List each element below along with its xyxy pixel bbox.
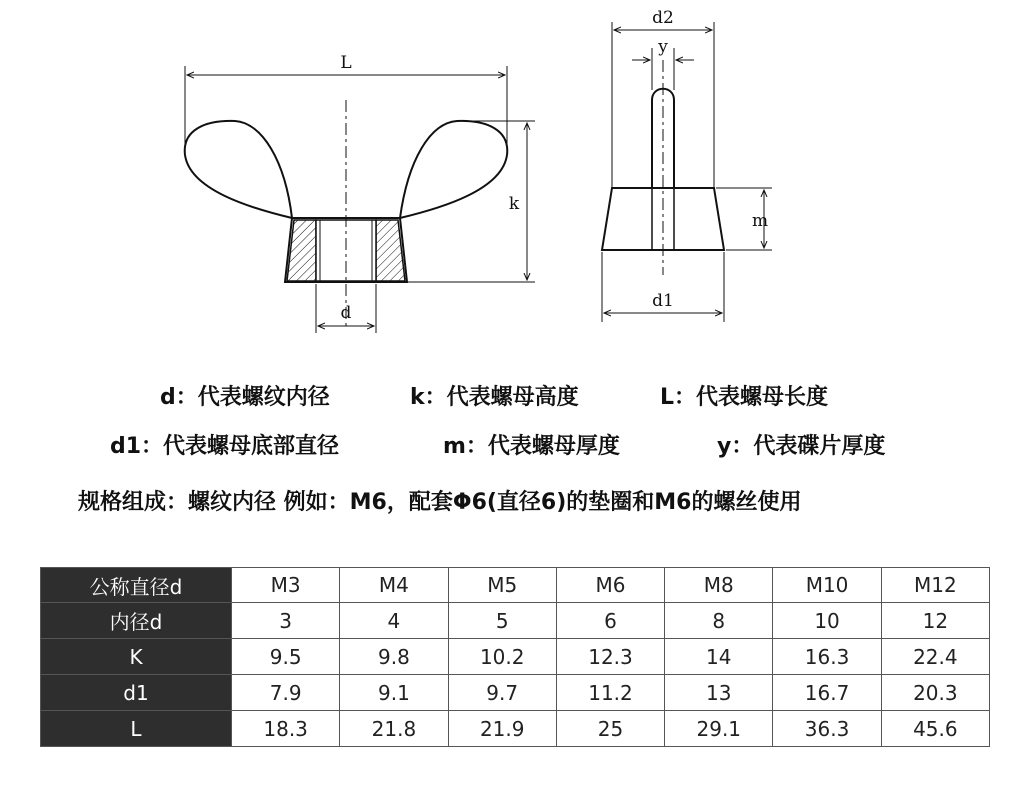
row-header: K xyxy=(41,639,232,675)
table-cell: 22.4 xyxy=(881,639,989,675)
table-cell: M10 xyxy=(773,568,881,603)
row-header: d1 xyxy=(41,675,232,711)
row-header: 公称直径d xyxy=(41,568,232,603)
table-cell: M4 xyxy=(340,568,448,603)
table-cell: 7.9 xyxy=(232,675,340,711)
table-row xyxy=(41,711,990,747)
legend-row-1 xyxy=(0,380,1024,410)
table-cell: 10 xyxy=(773,603,881,639)
table-cell: 6 xyxy=(556,603,664,639)
right-wing xyxy=(400,121,507,218)
dim-label-d1: d1 xyxy=(652,291,674,311)
table-cell: 14 xyxy=(665,639,773,675)
table-cell: 20.3 xyxy=(881,675,989,711)
dim-label-m: m xyxy=(751,211,769,231)
legend-d1: d1：代表螺母底部直径 xyxy=(110,434,340,459)
dim-label-d2: d2 xyxy=(652,8,674,28)
dim-label-L: L xyxy=(340,53,352,73)
table-cell: 16.7 xyxy=(773,675,881,711)
legend-y: y：代表碟片厚度 xyxy=(717,434,886,459)
dim-label-d: d xyxy=(340,303,352,323)
table-row xyxy=(41,603,990,639)
table-cell: 18.3 xyxy=(232,711,340,747)
table-row xyxy=(41,568,990,603)
table-cell: 45.6 xyxy=(881,711,989,747)
side-view xyxy=(602,60,724,275)
table-cell: 9.8 xyxy=(340,639,448,675)
row-header: L xyxy=(41,711,232,747)
front-dimensions xyxy=(185,66,535,333)
dim-label-k: k xyxy=(508,194,520,214)
legend-m: m：代表螺母厚度 xyxy=(443,434,620,459)
table-cell: 36.3 xyxy=(773,711,881,747)
table-cell: 21.8 xyxy=(340,711,448,747)
front-view xyxy=(185,100,508,330)
table-cell: 5 xyxy=(448,603,556,639)
side-dimensions xyxy=(602,22,772,322)
table-cell: M3 xyxy=(232,568,340,603)
spec-table xyxy=(40,567,990,747)
table-cell: 12 xyxy=(881,603,989,639)
table-cell: 4 xyxy=(340,603,448,639)
table-cell: M5 xyxy=(448,568,556,603)
dim-label-y: y xyxy=(658,37,668,57)
table-row xyxy=(41,675,990,711)
table-cell: 8 xyxy=(665,603,773,639)
legend-d: d：代表螺纹内径 xyxy=(160,385,330,410)
table-cell: M6 xyxy=(556,568,664,603)
table-cell: 29.1 xyxy=(665,711,773,747)
table-cell: 12.3 xyxy=(556,639,664,675)
table-cell: 9.7 xyxy=(448,675,556,711)
wing-nut-drawing xyxy=(0,0,1024,360)
table-cell: 10.2 xyxy=(448,639,556,675)
table-cell: 21.9 xyxy=(448,711,556,747)
left-wing xyxy=(185,121,292,218)
table-row xyxy=(41,639,990,675)
legend-L: L：代表螺母长度 xyxy=(660,385,829,410)
legend-spec-note: 规格组成：螺纹内径 例如：M6，配套Φ6(直径6)的垫圈和M6的螺丝使用 xyxy=(78,490,802,515)
row-header: 内径d xyxy=(41,603,232,639)
table-cell: 11.2 xyxy=(556,675,664,711)
legend-row-3 xyxy=(0,485,1024,515)
nut-base xyxy=(602,188,724,250)
table-cell: M8 xyxy=(665,568,773,603)
table-cell: M12 xyxy=(881,568,989,603)
table-cell: 25 xyxy=(556,711,664,747)
legend-k: k：代表螺母高度 xyxy=(410,385,579,410)
legend-row-2 xyxy=(0,429,1024,459)
table-cell: 3 xyxy=(232,603,340,639)
table-cell: 9.1 xyxy=(340,675,448,711)
table-cell: 16.3 xyxy=(773,639,881,675)
table-cell: 9.5 xyxy=(232,639,340,675)
table-cell: 13 xyxy=(665,675,773,711)
